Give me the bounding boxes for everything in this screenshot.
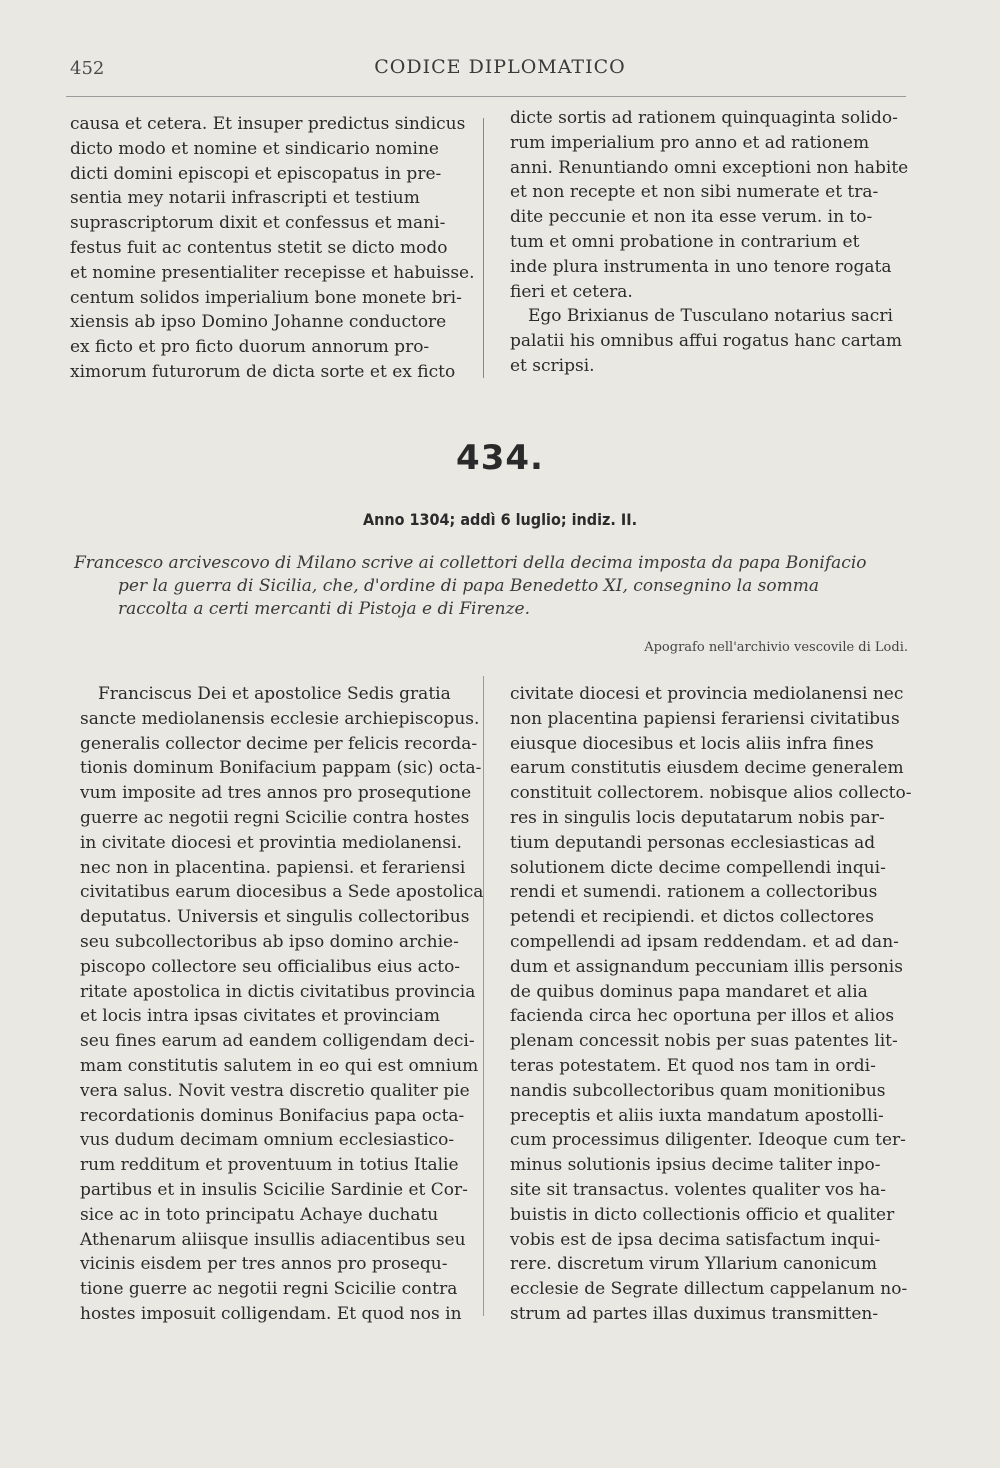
text-line: Athenarum aliisque insullis adiacentibus seu: [80, 1229, 466, 1250]
text-line: non placentina papiensi ferariensi civitatibus: [510, 708, 900, 729]
text-line: dum et assignandum peccuniam illis personis: [510, 956, 903, 977]
text-line: facienda circa hec oportuna per illos et alios: [510, 1006, 895, 1027]
text-line: petendi et recipiendi. et dictos collectores: [510, 907, 874, 928]
bottom-left-column: [80, 682, 484, 1327]
text-line: anni. Renuntiando omni exceptioni non habite: [510, 157, 909, 178]
text-line: tione guerre ac negotii regni Scicilie contra: [80, 1279, 458, 1300]
text-line: sentia mey notarii infrascripti et testium: [70, 188, 420, 209]
top-right-column: [510, 106, 909, 379]
text-line: piscopo collectore seu officialibus eius acto-: [80, 956, 461, 977]
text-line: res in singulis locis deputatarum nobis par-: [510, 807, 885, 828]
text-line: plenam concessit nobis per suas patentes lit-: [510, 1031, 898, 1052]
text-line: dicto modo et nomine et sindicario nomine: [70, 138, 439, 159]
text-line: partibus et in insulis Scicilie Sardinie et Cor-: [80, 1179, 468, 1200]
text-line: seu fines earum ad eandem colligendam deci-: [80, 1031, 475, 1052]
text-line: et nomine presentialiter recepisse et habuisse.: [70, 262, 475, 283]
regest-summary: [74, 552, 914, 621]
text-line: teras potestatem. Et quod nos tam in ordi-: [510, 1055, 876, 1076]
text-line: cum processimus diligenter. Ideoque cum ter-: [510, 1130, 906, 1151]
text-line: mam constitutis salutem in eo qui est omnium: [80, 1055, 479, 1076]
regest-line: per la guerra di Sicilia, che, d'ordine di papa Benedetto XI, consegnino la somma: [118, 576, 819, 596]
text-line: buistis in dicto collectionis officio et qualiter: [510, 1204, 895, 1225]
text-line: vobis est de ipsa decima satisfactum inqui-: [510, 1229, 881, 1250]
regest-line: raccolta a certi mercanti di Pistoja e di Firenze.: [118, 599, 531, 619]
document-number: 434.: [456, 438, 544, 478]
text-line: vum imposite ad tres annos pro prosequtione: [80, 783, 472, 804]
top-right-paragraph: [510, 106, 909, 379]
text-line: suprascriptorum dixit et confessus et mani-: [70, 213, 446, 234]
text-line: recordationis dominus Bonifacius papa octa-: [80, 1105, 465, 1126]
text-line: palatii his omnibus affui rogatus hanc cartam: [510, 331, 903, 352]
text-line: preceptis et aliis iuxta mandatum apostolli-: [510, 1105, 884, 1126]
header-rule: [66, 96, 906, 97]
text-line: solutionem dicte decime compellendi inqui-: [510, 857, 886, 878]
text-line: in civitate diocesi et provintia mediolanensi.: [80, 832, 462, 853]
text-line: dite peccunie et non ita esse verum. in to-: [510, 207, 873, 228]
text-line: tionis dominum Bonifacium pappam (sic) octa-: [80, 758, 482, 779]
text-line: deputatus. Universis et singulis collectoribus: [80, 907, 470, 928]
column-divider: [483, 676, 484, 1316]
text-line: et locis intra ipsas civitates et provinciam: [80, 1006, 440, 1027]
column-divider: [483, 118, 484, 378]
text-line: ecclesie de Segrate dillectum cappelanum no-: [510, 1279, 908, 1300]
page-number: 452: [70, 58, 105, 79]
text-line: civitatibus earum diocesibus a Sede apostolica: [80, 882, 484, 903]
regest-line: Francesco arcivescovo di Milano scrive ai collettori della decima imposta da papa Bonifacio: [74, 553, 867, 573]
text-line: eiusque diocesibus et locis aliis infra fines: [510, 733, 874, 754]
text-line: Franciscus Dei et apostolice Sedis gratia: [98, 684, 451, 704]
text-line: dicti domini episcopi et episcopatus in pre-: [70, 163, 442, 184]
text-line: site sit transactus. volentes qualiter vos ha-: [510, 1179, 886, 1200]
text-line: festus fuit ac contentus stetit se dicto modo: [70, 237, 448, 258]
bottom-left-paragraph: [80, 682, 484, 1327]
text-line: seu subcollectoribus ab ipso domino archie-: [80, 931, 459, 952]
text-line: nandis subcollectoribus quam monitionibus: [510, 1080, 886, 1101]
text-line: vera salus. Novit vestra discretio qualiter pie: [80, 1080, 470, 1101]
top-left-paragraph: [70, 112, 475, 385]
text-line: ritate apostolica in dictis civitatibus provincia: [80, 981, 476, 1002]
text-line: de quibus dominus papa mandaret et alia: [510, 981, 868, 1002]
top-left-column: [70, 112, 475, 385]
text-line: Ego Brixianus de Tusculano notarius sacri: [528, 306, 893, 327]
text-line: vicinis eisdem per tres annos pro prosequ-: [80, 1254, 448, 1275]
text-line: compellendi ad ipsam reddendam. et ad dan-: [510, 931, 899, 952]
text-line: earum constitutis eiusdem decime generalem: [510, 758, 904, 779]
text-line: civitate diocesi et provincia mediolanensi nec: [510, 684, 904, 704]
text-line: et scripsi.: [510, 355, 595, 376]
text-line: sice ac in toto principatu Achaye duchatu: [80, 1204, 439, 1225]
text-line: guerre ac negotii regni Scicilie contra hostes: [80, 807, 470, 828]
bottom-right-column: [510, 682, 912, 1327]
text-line: et non recepte et non sibi numerate et tra-: [510, 182, 879, 203]
text-line: xiensis ab ipso Domino Johanne conductore: [70, 312, 447, 333]
text-line: dicte sortis ad rationem quinquaginta solido-: [510, 108, 898, 128]
running-head: CODICE DIPLOMATICO: [374, 56, 626, 78]
text-line: strum ad partes illas duximus transmitten-: [510, 1303, 879, 1324]
text-line: tum et omni probatione in contrarium et: [510, 231, 860, 252]
text-line: inde plura instrumenta in uno tenore rogata: [510, 256, 892, 277]
text-line: fieri et cetera.: [510, 281, 633, 302]
text-line: nec non in placentina. papiensi. et ferariensi: [80, 857, 466, 878]
text-line: vus dudum decimam omnium ecclesiastico-: [80, 1130, 455, 1151]
dateline: Anno 1304; addì 6 luglio; indiz. II.: [362, 510, 638, 529]
bottom-right-paragraph: [510, 682, 912, 1327]
text-line: constituit collectorem. nobisque alios collecto-: [510, 783, 912, 804]
text-line: causa et cetera. Et insuper predictus sindicus: [70, 114, 466, 134]
source-note: Apografo nell'archivio vescovile di Lodi.: [644, 640, 908, 655]
text-line: hostes imposuit colligendam. Et quod nos in: [80, 1303, 462, 1324]
text-line: generalis collector decime per felicis recorda-: [80, 733, 478, 754]
text-line: rere. discretum virum Yllarium canonicum: [510, 1254, 877, 1275]
text-line: rum imperialium pro anno et ad rationem: [510, 132, 870, 153]
text-line: ximorum futurorum de dicta sorte et ex ficto: [70, 361, 456, 382]
text-line: rum redditum et proventuum in totius Italie: [80, 1155, 459, 1176]
text-line: centum solidos imperialium bone monete bri-: [70, 287, 462, 308]
text-line: rendi et sumendi. rationem a collectoribus: [510, 882, 878, 903]
text-line: minus solutionis ipsius decime taliter inpo-: [510, 1155, 881, 1176]
page-header: [0, 52, 1000, 82]
text-line: sancte mediolanensis ecclesie archiepiscopus.: [80, 708, 480, 729]
text-line: ex ficto et pro ficto duorum annorum pro-: [70, 337, 430, 358]
text-line: tium deputandi personas ecclesiasticas ad: [510, 832, 876, 853]
